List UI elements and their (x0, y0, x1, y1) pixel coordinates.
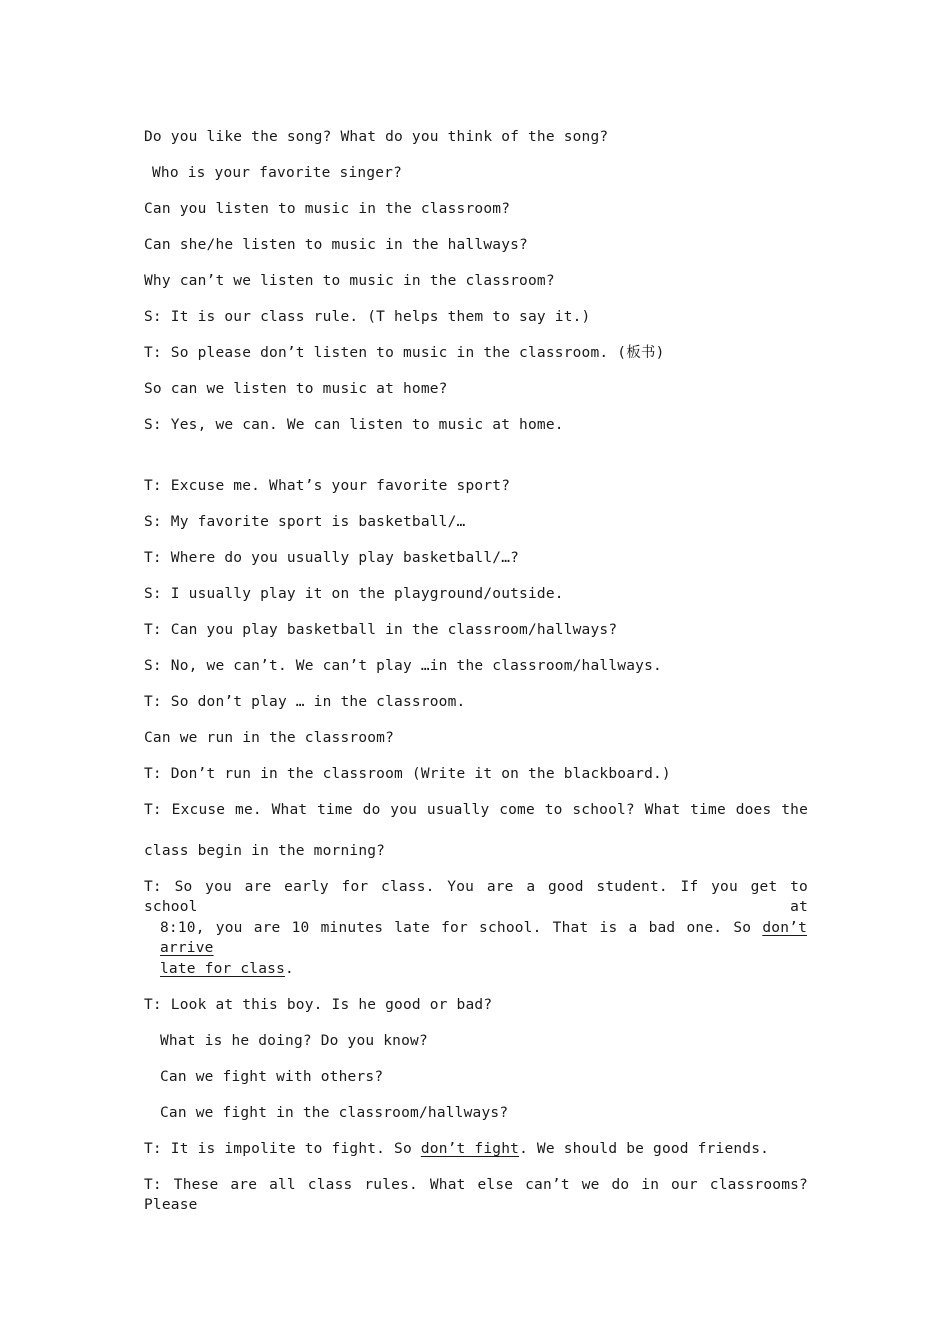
text-line: Why can’t we listen to music in the classroom? (144, 273, 555, 289)
text-line: T: So you are early for class. You are a good student. If you get to school at (144, 879, 808, 915)
text-line: T: These are all class rules. What else can’t we do in our classrooms? Please (144, 1177, 808, 1213)
underlined-rule-text: don’t fight (420, 1141, 520, 1157)
text-line: S: Yes, we can. We can listen to music at home. (144, 417, 564, 433)
underlined-rule-text: late for class (160, 961, 286, 977)
text-line: T: Excuse me. What’s your favorite sport? (144, 478, 511, 494)
text-line: Do you like the song? What do you think of the song? (144, 129, 609, 145)
text-line-with-underline (160, 918, 807, 958)
text-line: T: Look at this boy. Is he good or bad? (144, 997, 493, 1013)
text-run: . (285, 961, 294, 977)
text-line: So can we listen to music at home? (144, 381, 448, 397)
text-line: Can you listen to music in the classroom? (144, 201, 511, 217)
text-line: T: Don’t run in the classroom (Write it on the blackboard.) (144, 766, 671, 782)
text-run: . We should be good friends. (519, 1141, 770, 1157)
text-run: 8:10, you are 10 minutes late for school. That is a bad one. So (160, 920, 763, 936)
text-line: Can we fight in the classroom/hallways? (160, 1105, 509, 1121)
text-line: S: My favorite sport is basketball/… (144, 514, 466, 530)
text-line: Can we run in the classroom? (144, 730, 395, 746)
underlined-rule-text: don’t arrive (160, 920, 807, 956)
text-line: S: I usually play it on the playground/outside. (144, 586, 564, 602)
text-line: T: Where do you usually play basketball/…? (144, 550, 520, 566)
text-line: T: So don’t play … in the classroom. (144, 694, 466, 710)
text-line: S: No, we can’t. We can’t play …in the classroom/hallways. (144, 658, 662, 674)
text-line-with-underline (160, 959, 824, 979)
text-line: S: It is our class rule. (T helps them to say it.) (144, 309, 591, 325)
text-line: T: Can you play basketball in the classroom/hallways? (144, 622, 618, 638)
text-line: class begin in the morning? (144, 843, 386, 859)
text-line-with-underline (144, 1139, 808, 1159)
text-line: What is he doing? Do you know? (160, 1033, 428, 1049)
text-line: T: So please don’t listen to music in the classroom. (板书) (144, 345, 665, 361)
text-line: Can she/he listen to music in the hallways? (144, 237, 528, 253)
text-line: T: Excuse me. What time do you usually come to school? What time does the (144, 802, 808, 818)
text-run: T: It is impolite to fight. So (144, 1141, 421, 1157)
text-line: Can we fight with others? (160, 1069, 384, 1085)
text-line: Who is your favorite singer? (152, 165, 403, 181)
